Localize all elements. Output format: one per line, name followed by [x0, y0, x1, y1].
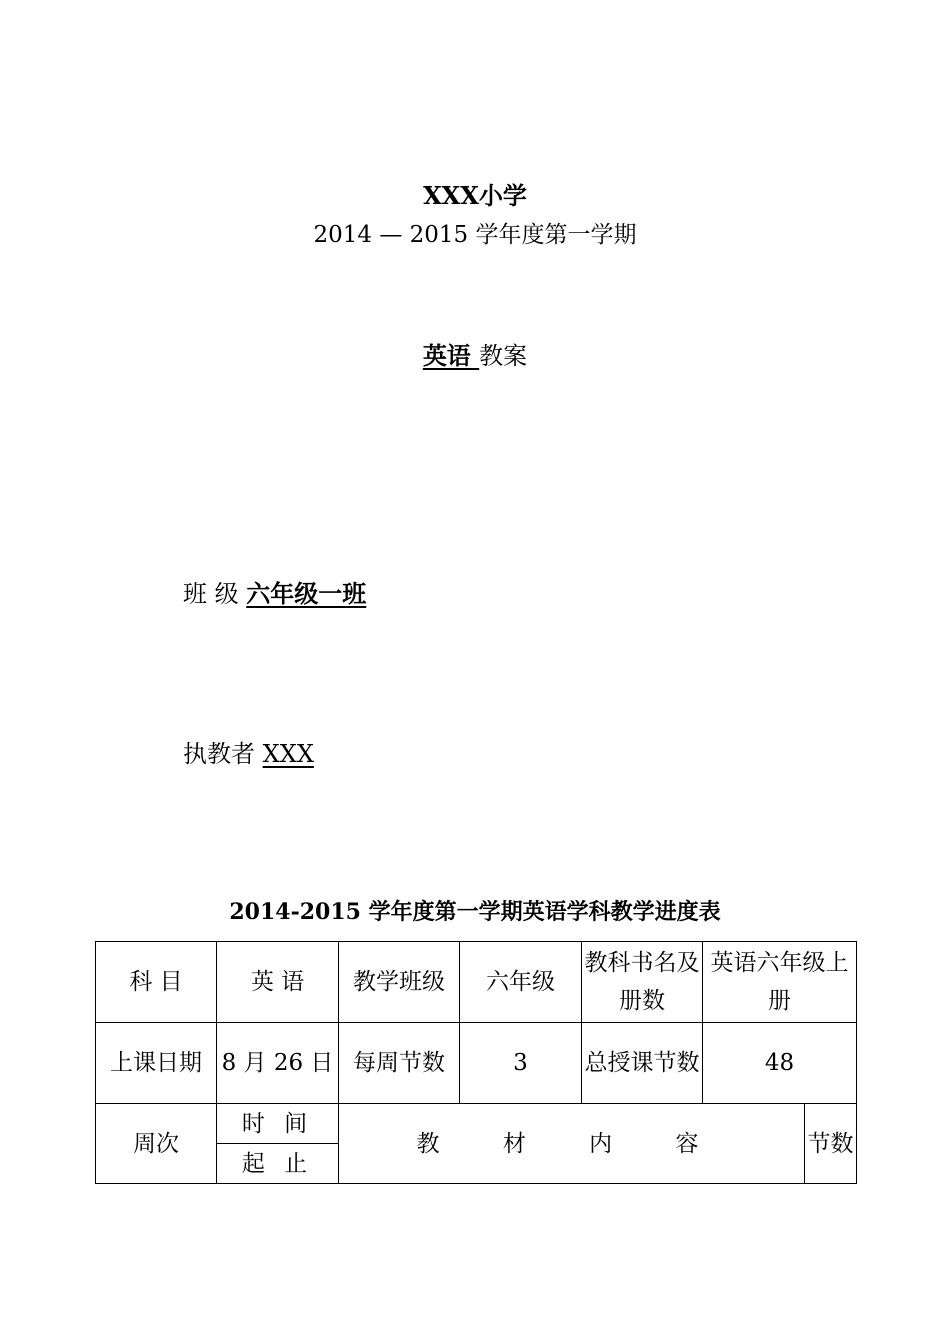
book-label-cell: 教科书名及册数 [582, 942, 703, 1023]
content-header-cell: 教 材 内 容 [339, 1104, 805, 1184]
term-line: 2014 — 2015 学年度第一学期 [313, 222, 637, 248]
table-row [96, 1023, 857, 1104]
weekly-value-cell: 3 [460, 1023, 582, 1104]
lessons-header-cell: 节数 [805, 1104, 857, 1184]
total-value-cell: 48 [703, 1023, 857, 1104]
class-line [183, 574, 366, 609]
date-label-cell: 上课日期 [96, 1023, 217, 1104]
doc-type: 教案 [479, 342, 528, 370]
schedule-title: 2014-2015 学年度第一学期英语学科教学进度表 [229, 899, 721, 925]
teacher-value: XXX [262, 740, 314, 768]
week-header-cell: 周次 [96, 1104, 217, 1184]
date-value-cell: 8 月 26 日 [217, 1023, 339, 1104]
subject-label-cell: 科 目 [96, 942, 217, 1023]
school-name: XXX小学 [423, 181, 527, 210]
time-header-top: 时 间 [217, 1104, 339, 1144]
time-header-bottom: 起 止 [217, 1144, 339, 1184]
subject-name: 英语 [422, 341, 480, 370]
class-label: 班 级 [183, 580, 247, 608]
class-value: 六年级一班 [246, 579, 367, 608]
subject-value-cell: 英 语 [217, 942, 339, 1023]
total-label-cell: 总授课节数 [582, 1023, 703, 1104]
teacher-label: 执教者 [183, 740, 263, 768]
table-row [96, 942, 857, 1023]
class-value-cell: 六年级 [460, 942, 582, 1023]
schedule-table [95, 941, 857, 1184]
weekly-label-cell: 每周节数 [339, 1023, 460, 1104]
class-label-cell: 教学班级 [339, 942, 460, 1023]
table-header-row [96, 1104, 857, 1144]
teacher-line [183, 734, 314, 769]
book-value-cell: 英语六年级上册 [703, 942, 857, 1023]
subject-line [0, 336, 950, 371]
